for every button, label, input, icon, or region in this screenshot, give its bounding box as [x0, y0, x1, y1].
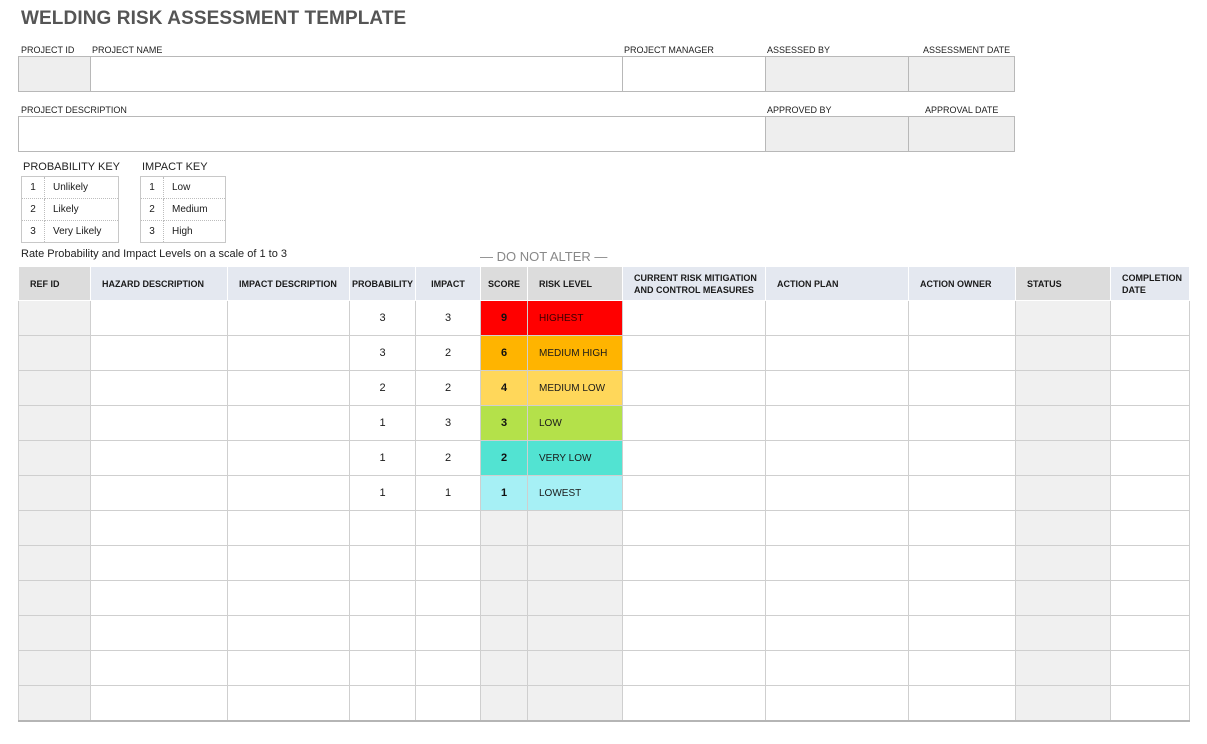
ref-id-cell[interactable] [19, 406, 91, 441]
col-probability: PROBABILITY [350, 267, 416, 301]
impact-cell[interactable]: 2 [416, 441, 481, 476]
table-header-row [19, 267, 1190, 301]
impact-description-cell[interactable] [228, 616, 350, 651]
do-not-alter-label: — DO NOT ALTER — [480, 249, 608, 264]
completion-date-cell[interactable] [1111, 336, 1190, 371]
status-cell[interactable] [1016, 546, 1111, 581]
col-mitigation: CURRENT RISK MITIGATION AND CONTROL MEASURES [623, 267, 766, 301]
table-row [19, 651, 1190, 686]
project-info-row-2 [18, 116, 1015, 152]
key-label: Low [164, 177, 226, 199]
status-cell[interactable] [1016, 406, 1111, 441]
mitigation-cell[interactable] [623, 616, 766, 651]
action-owner-cell[interactable] [909, 581, 1016, 616]
mitigation-cell[interactable] [623, 581, 766, 616]
risk-level-cell: VERY LOW [528, 441, 623, 476]
status-cell[interactable] [1016, 511, 1111, 546]
risk-level-cell [528, 616, 623, 651]
impact-cell[interactable] [416, 511, 481, 546]
impact-description-cell[interactable] [228, 371, 350, 406]
score-cell: 3 [481, 406, 528, 441]
key-number: 3 [22, 221, 45, 243]
project-id-field[interactable] [19, 57, 91, 91]
action-plan-cell[interactable] [766, 511, 909, 546]
hazard-description-cell[interactable] [91, 686, 228, 721]
completion-date-cell[interactable] [1111, 406, 1190, 441]
ref-id-cell[interactable] [19, 546, 91, 581]
hazard-description-cell[interactable] [91, 581, 228, 616]
impact-key-table [140, 176, 226, 243]
table-row [19, 581, 1190, 616]
impact-description-cell[interactable] [228, 301, 350, 336]
project-name-field[interactable] [91, 57, 623, 91]
action-owner-cell[interactable] [909, 651, 1016, 686]
action-owner-cell[interactable] [909, 336, 1016, 371]
col-hazard-description: HAZARD DESCRIPTION [91, 267, 228, 301]
table-row [19, 441, 1190, 476]
impact-cell[interactable] [416, 686, 481, 721]
project-description-label: PROJECT DESCRIPTION [21, 105, 127, 115]
table-row [19, 511, 1190, 546]
table-row [19, 371, 1190, 406]
assessed-by-field[interactable] [766, 57, 909, 91]
ref-id-cell[interactable] [19, 441, 91, 476]
action-plan-cell[interactable] [766, 336, 909, 371]
mitigation-cell[interactable] [623, 406, 766, 441]
impact-key-row [141, 177, 226, 199]
score-cell: 4 [481, 371, 528, 406]
action-plan-cell[interactable] [766, 581, 909, 616]
completion-date-cell[interactable] [1111, 686, 1190, 721]
probability-cell[interactable]: 2 [350, 371, 416, 406]
hazard-description-cell[interactable] [91, 301, 228, 336]
score-cell: 1 [481, 476, 528, 511]
risk-level-cell: MEDIUM HIGH [528, 336, 623, 371]
impact-cell[interactable]: 3 [416, 301, 481, 336]
impact-cell[interactable] [416, 616, 481, 651]
assessed-by-label: ASSESSED BY [767, 45, 831, 55]
risk-level-cell [528, 581, 623, 616]
impact-cell[interactable]: 2 [416, 336, 481, 371]
score-cell [481, 686, 528, 721]
key-label: Likely [45, 199, 119, 221]
score-cell: 6 [481, 336, 528, 371]
mitigation-cell[interactable] [623, 651, 766, 686]
hazard-description-cell[interactable] [91, 406, 228, 441]
status-cell[interactable] [1016, 336, 1111, 371]
impact-key-title: IMPACT KEY [142, 161, 208, 173]
project-info-row-1 [18, 56, 1015, 92]
table-row [19, 686, 1190, 721]
hazard-description-cell[interactable] [91, 651, 228, 686]
impact-key-row [141, 199, 226, 221]
probability-cell[interactable] [350, 511, 416, 546]
impact-cell[interactable]: 2 [416, 371, 481, 406]
mitigation-cell[interactable] [623, 511, 766, 546]
hazard-description-cell[interactable] [91, 511, 228, 546]
action-owner-cell[interactable] [909, 441, 1016, 476]
risk-level-cell [528, 651, 623, 686]
impact-key-row [141, 221, 226, 243]
probability-key-row [22, 221, 119, 243]
project-description-field[interactable] [19, 117, 766, 151]
risk-level-cell [528, 511, 623, 546]
hazard-description-cell[interactable] [91, 441, 228, 476]
page-title: WELDING RISK ASSESSMENT TEMPLATE [21, 8, 407, 29]
key-number: 2 [141, 199, 164, 221]
key-label: High [164, 221, 226, 243]
probability-key-table [21, 176, 119, 243]
probability-cell[interactable]: 1 [350, 441, 416, 476]
table-row [19, 616, 1190, 651]
approval-date-field[interactable] [909, 117, 1014, 151]
score-cell [481, 546, 528, 581]
impact-cell[interactable] [416, 546, 481, 581]
table-row [19, 546, 1190, 581]
action-plan-cell[interactable] [766, 546, 909, 581]
key-number: 1 [141, 177, 164, 199]
impact-description-cell[interactable] [228, 511, 350, 546]
impact-cell[interactable] [416, 581, 481, 616]
project-manager-field[interactable] [623, 57, 766, 91]
completion-date-cell[interactable] [1111, 441, 1190, 476]
probability-key-title: PROBABILITY KEY [23, 161, 121, 173]
approved-by-field[interactable] [766, 117, 909, 151]
probability-cell[interactable] [350, 546, 416, 581]
hazard-description-cell[interactable] [91, 371, 228, 406]
risk-level-cell [528, 546, 623, 581]
risk-level-cell: LOWEST [528, 476, 623, 511]
probability-cell[interactable]: 1 [350, 476, 416, 511]
approved-by-label: APPROVED BY [767, 105, 832, 115]
mitigation-cell[interactable] [623, 301, 766, 336]
mitigation-cell[interactable] [623, 686, 766, 721]
completion-date-cell[interactable] [1111, 581, 1190, 616]
risk-level-cell: MEDIUM LOW [528, 371, 623, 406]
impact-description-cell[interactable] [228, 581, 350, 616]
completion-date-cell[interactable] [1111, 371, 1190, 406]
score-cell [481, 581, 528, 616]
completion-date-cell[interactable] [1111, 301, 1190, 336]
rating-instruction: Rate Probability and Impact Levels on a scale of 1 to 3 [21, 248, 287, 260]
score-cell [481, 651, 528, 686]
col-status: STATUS [1016, 267, 1111, 301]
mitigation-cell[interactable] [623, 546, 766, 581]
status-cell[interactable] [1016, 371, 1111, 406]
table-row [19, 301, 1190, 336]
col-action-owner: ACTION OWNER [909, 267, 1016, 301]
completion-date-cell[interactable] [1111, 651, 1190, 686]
project-manager-label: PROJECT MANAGER [624, 45, 714, 55]
col-score: SCORE [481, 267, 528, 301]
action-plan-cell[interactable] [766, 301, 909, 336]
action-owner-cell[interactable] [909, 616, 1016, 651]
probability-cell[interactable]: 3 [350, 336, 416, 371]
action-owner-cell[interactable] [909, 301, 1016, 336]
col-impact-description: IMPACT DESCRIPTION [228, 267, 350, 301]
impact-description-cell[interactable] [228, 686, 350, 721]
probability-cell[interactable]: 1 [350, 406, 416, 441]
key-label: Medium [164, 199, 226, 221]
mitigation-cell[interactable] [623, 371, 766, 406]
action-owner-cell[interactable] [909, 476, 1016, 511]
project-name-label: PROJECT NAME [92, 45, 163, 55]
impact-cell[interactable] [416, 651, 481, 686]
status-cell[interactable] [1016, 651, 1111, 686]
action-owner-cell[interactable] [909, 686, 1016, 721]
status-cell[interactable] [1016, 686, 1111, 721]
risk-level-cell: HIGHEST [528, 301, 623, 336]
impact-description-cell[interactable] [228, 651, 350, 686]
ref-id-cell[interactable] [19, 301, 91, 336]
probability-cell[interactable] [350, 651, 416, 686]
key-number: 2 [22, 199, 45, 221]
key-number: 3 [141, 221, 164, 243]
ref-id-cell[interactable] [19, 686, 91, 721]
action-owner-cell[interactable] [909, 546, 1016, 581]
col-action-plan: ACTION PLAN [766, 267, 909, 301]
col-risk-level: RISK LEVEL [528, 267, 623, 301]
table-row [19, 406, 1190, 441]
mitigation-cell[interactable] [623, 336, 766, 371]
assessment-date-field[interactable] [909, 57, 1014, 91]
action-plan-cell[interactable] [766, 371, 909, 406]
score-cell [481, 616, 528, 651]
impact-description-cell[interactable] [228, 476, 350, 511]
mitigation-cell[interactable] [623, 476, 766, 511]
probability-key-row [22, 177, 119, 199]
assessment-date-label: ASSESSMENT DATE [923, 45, 1011, 55]
ref-id-cell[interactable] [19, 651, 91, 686]
key-label: Very Likely [45, 221, 119, 243]
approval-date-label: APPROVAL DATE [925, 105, 999, 115]
impact-cell[interactable]: 1 [416, 476, 481, 511]
impact-description-cell[interactable] [228, 406, 350, 441]
ref-id-cell[interactable] [19, 511, 91, 546]
action-plan-cell[interactable] [766, 406, 909, 441]
project-id-label: PROJECT ID [21, 45, 75, 55]
action-plan-cell[interactable] [766, 476, 909, 511]
action-owner-cell[interactable] [909, 406, 1016, 441]
table-row [19, 476, 1190, 511]
action-plan-cell[interactable] [766, 441, 909, 476]
risk-assessment-table [18, 266, 1190, 722]
key-number: 1 [22, 177, 45, 199]
col-ref-id: REF ID [19, 267, 91, 301]
key-label: Unlikely [45, 177, 119, 199]
hazard-description-cell[interactable] [91, 546, 228, 581]
action-plan-cell[interactable] [766, 686, 909, 721]
hazard-description-cell[interactable] [91, 336, 228, 371]
impact-description-cell[interactable] [228, 441, 350, 476]
col-impact: IMPACT [416, 267, 481, 301]
action-plan-cell[interactable] [766, 616, 909, 651]
completion-date-cell[interactable] [1111, 511, 1190, 546]
completion-date-cell[interactable] [1111, 546, 1190, 581]
ref-id-cell[interactable] [19, 476, 91, 511]
ref-id-cell[interactable] [19, 336, 91, 371]
impact-description-cell[interactable] [228, 336, 350, 371]
probability-cell[interactable] [350, 581, 416, 616]
ref-id-cell[interactable] [19, 581, 91, 616]
status-cell[interactable] [1016, 476, 1111, 511]
action-plan-cell[interactable] [766, 651, 909, 686]
probability-cell[interactable] [350, 616, 416, 651]
status-cell[interactable] [1016, 581, 1111, 616]
status-cell[interactable] [1016, 616, 1111, 651]
completion-date-cell[interactable] [1111, 616, 1190, 651]
action-owner-cell[interactable] [909, 511, 1016, 546]
table-row [19, 336, 1190, 371]
ref-id-cell[interactable] [19, 371, 91, 406]
action-owner-cell[interactable] [909, 371, 1016, 406]
score-cell: 2 [481, 441, 528, 476]
col-completion-date: COMPLETION DATE [1111, 267, 1190, 301]
hazard-description-cell[interactable] [91, 476, 228, 511]
status-cell[interactable] [1016, 441, 1111, 476]
risk-level-cell [528, 686, 623, 721]
probability-key-row [22, 199, 119, 221]
impact-cell[interactable]: 3 [416, 406, 481, 441]
probability-cell[interactable] [350, 686, 416, 721]
score-cell [481, 511, 528, 546]
ref-id-cell[interactable] [19, 616, 91, 651]
probability-cell[interactable]: 3 [350, 301, 416, 336]
completion-date-cell[interactable] [1111, 476, 1190, 511]
risk-level-cell: LOW [528, 406, 623, 441]
hazard-description-cell[interactable] [91, 616, 228, 651]
status-cell[interactable] [1016, 301, 1111, 336]
impact-description-cell[interactable] [228, 546, 350, 581]
mitigation-cell[interactable] [623, 441, 766, 476]
score-cell: 9 [481, 301, 528, 336]
